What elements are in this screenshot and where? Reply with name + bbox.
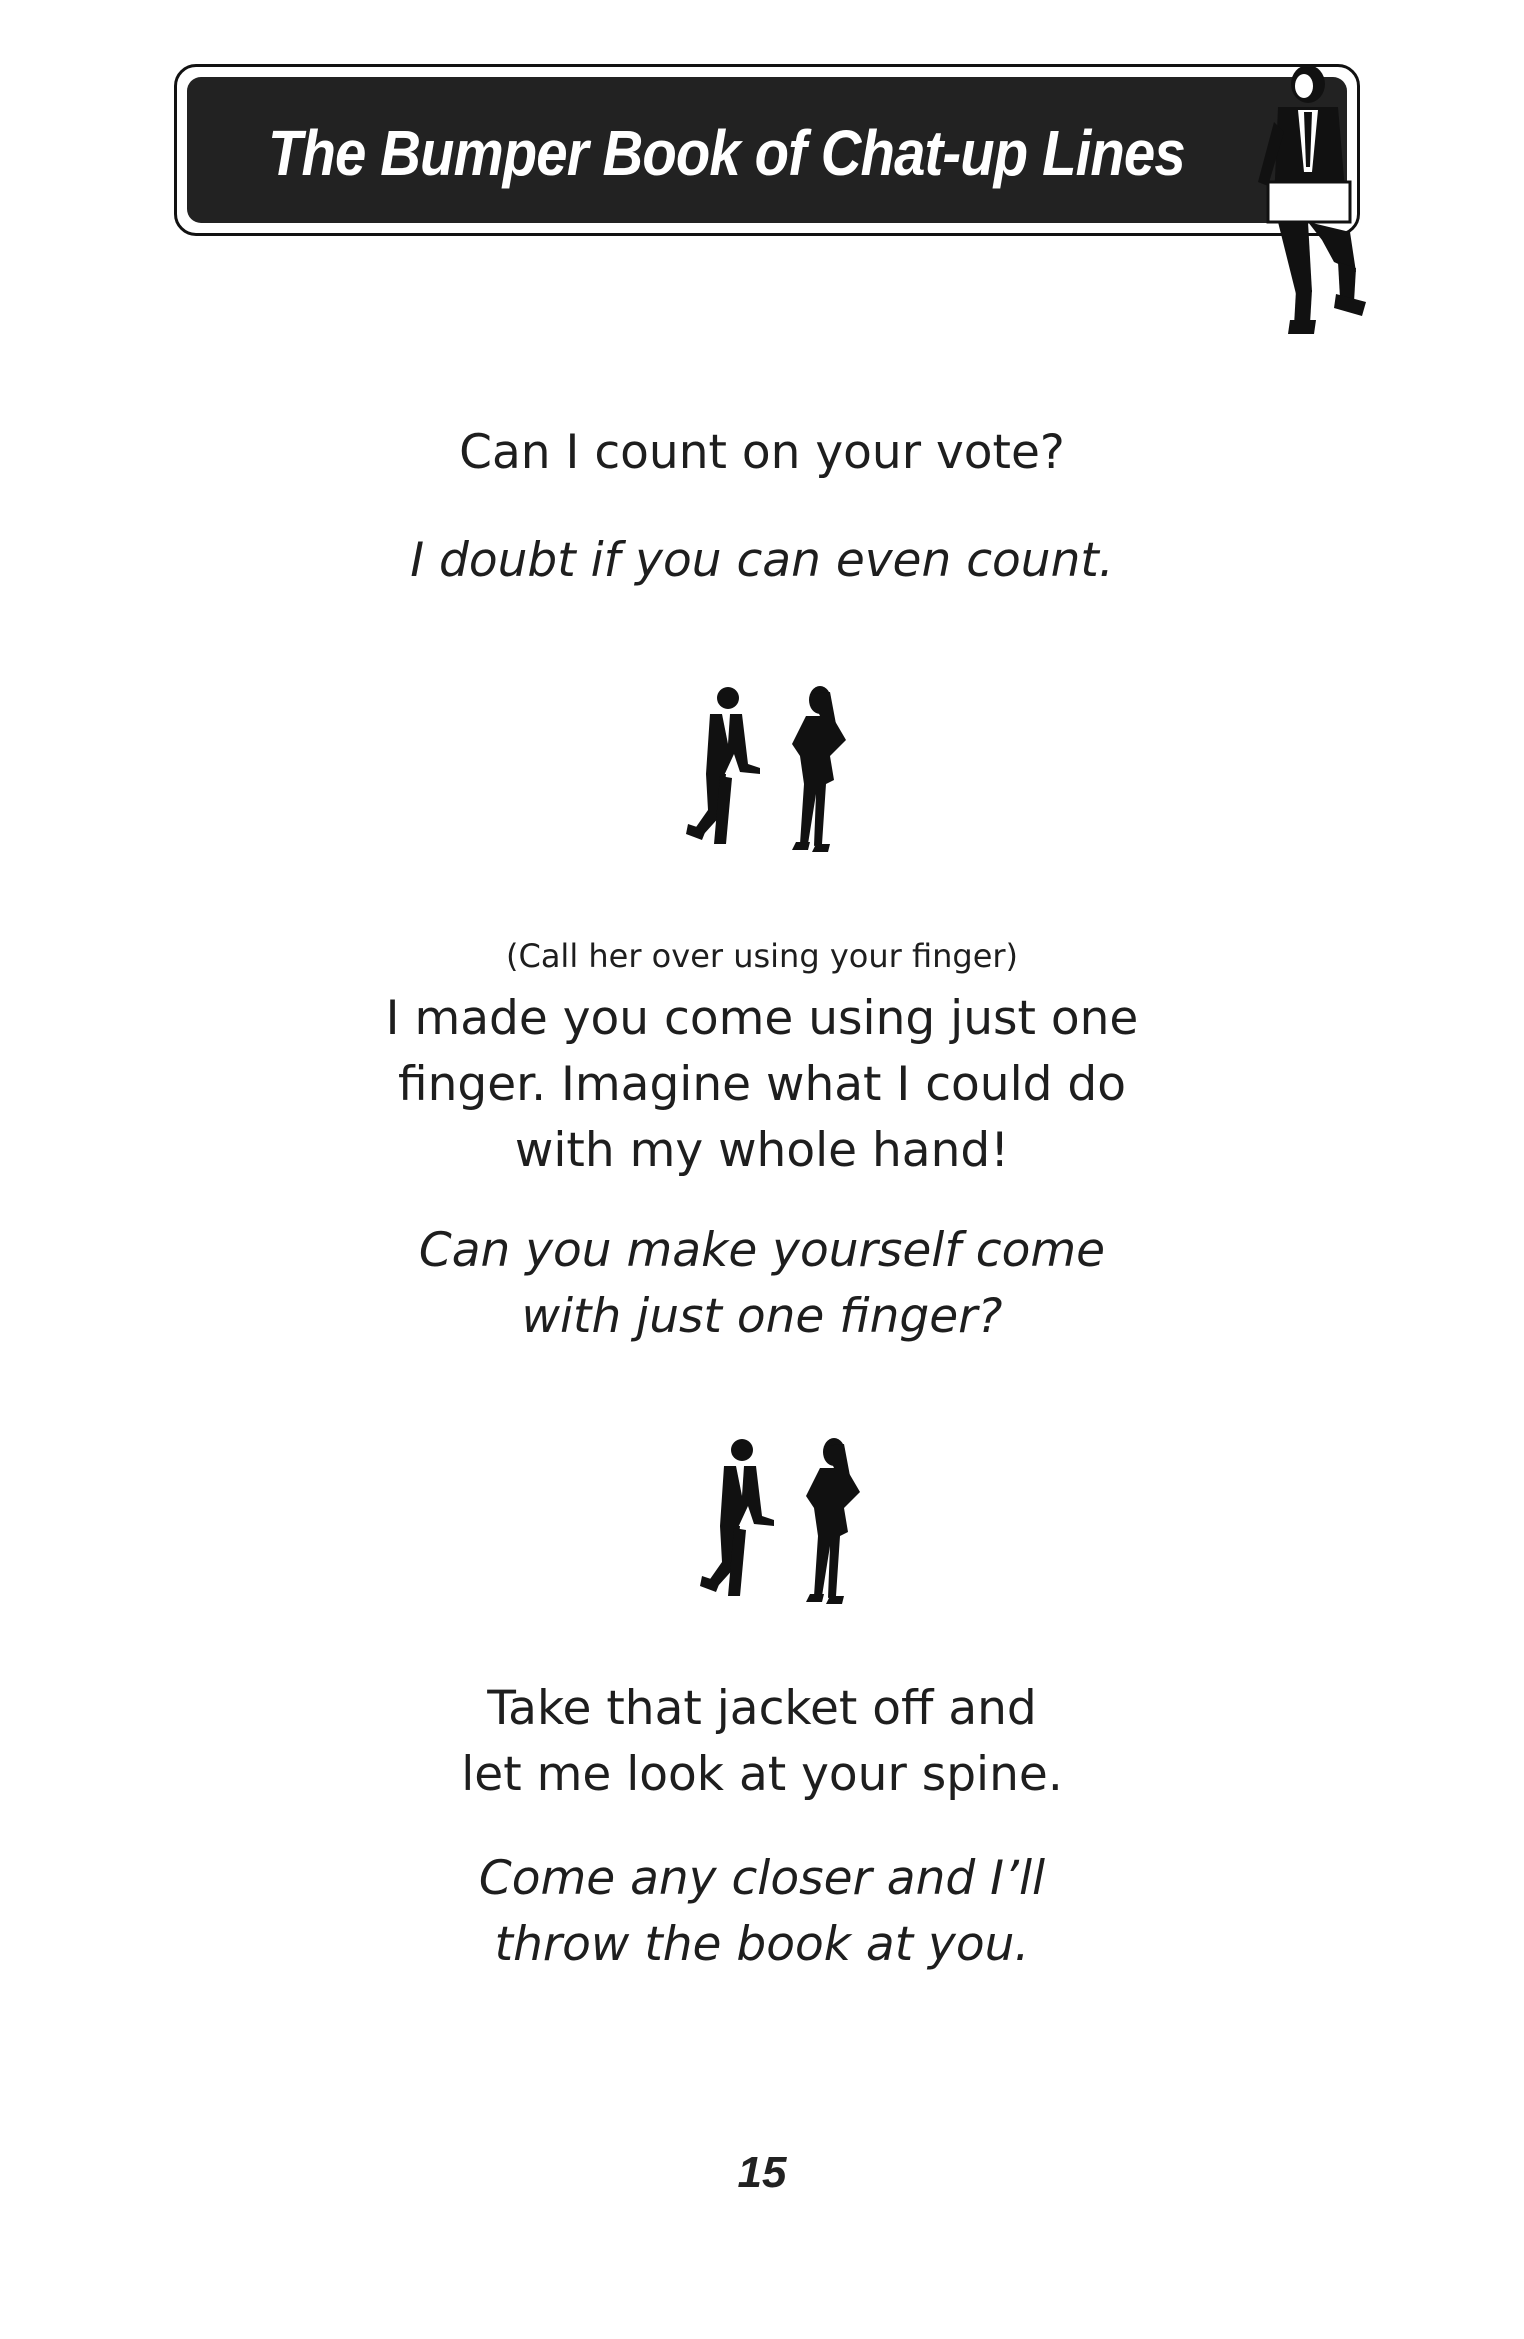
stage-direction: (Call her over using your finger) <box>505 937 1019 975</box>
entry-2 <box>0 986 1524 1184</box>
couple-silhouette-icon <box>684 1436 884 1606</box>
entry-1 <box>0 420 1524 486</box>
page-number: 15 <box>737 2148 787 2197</box>
reply-line: Come any closer and I’ll <box>478 1851 1046 1906</box>
reply-line: throw the book at you. <box>494 1917 1030 1972</box>
couple-silhouette-icon <box>670 684 870 854</box>
entry-3 <box>0 1676 1524 1808</box>
entry-3-reply <box>0 1846 1524 1978</box>
chat-up-line: Take that jacket off and <box>487 1681 1037 1736</box>
seated-man-silhouette-icon <box>1238 62 1388 342</box>
chat-up-line: I made you come using just one <box>385 991 1139 1046</box>
chat-up-line: let me look at your spine. <box>461 1747 1063 1802</box>
entry-2-reply <box>0 1218 1524 1350</box>
reply-line: I doubt if you can even count. <box>410 533 1114 588</box>
reply-line: Can you make yourself come <box>418 1223 1106 1278</box>
entry-1-reply <box>0 528 1524 594</box>
reply-line: with just one finger? <box>521 1289 1003 1344</box>
entry-2-note <box>0 934 1524 978</box>
chat-up-line: Can I count on your vote? <box>459 425 1065 480</box>
chat-up-line: with my whole hand! <box>514 1123 1010 1178</box>
chat-up-line: finger. Imagine what I could do <box>397 1057 1127 1112</box>
book-title: The Bumper Book of Chat-up Lines <box>268 117 1185 189</box>
